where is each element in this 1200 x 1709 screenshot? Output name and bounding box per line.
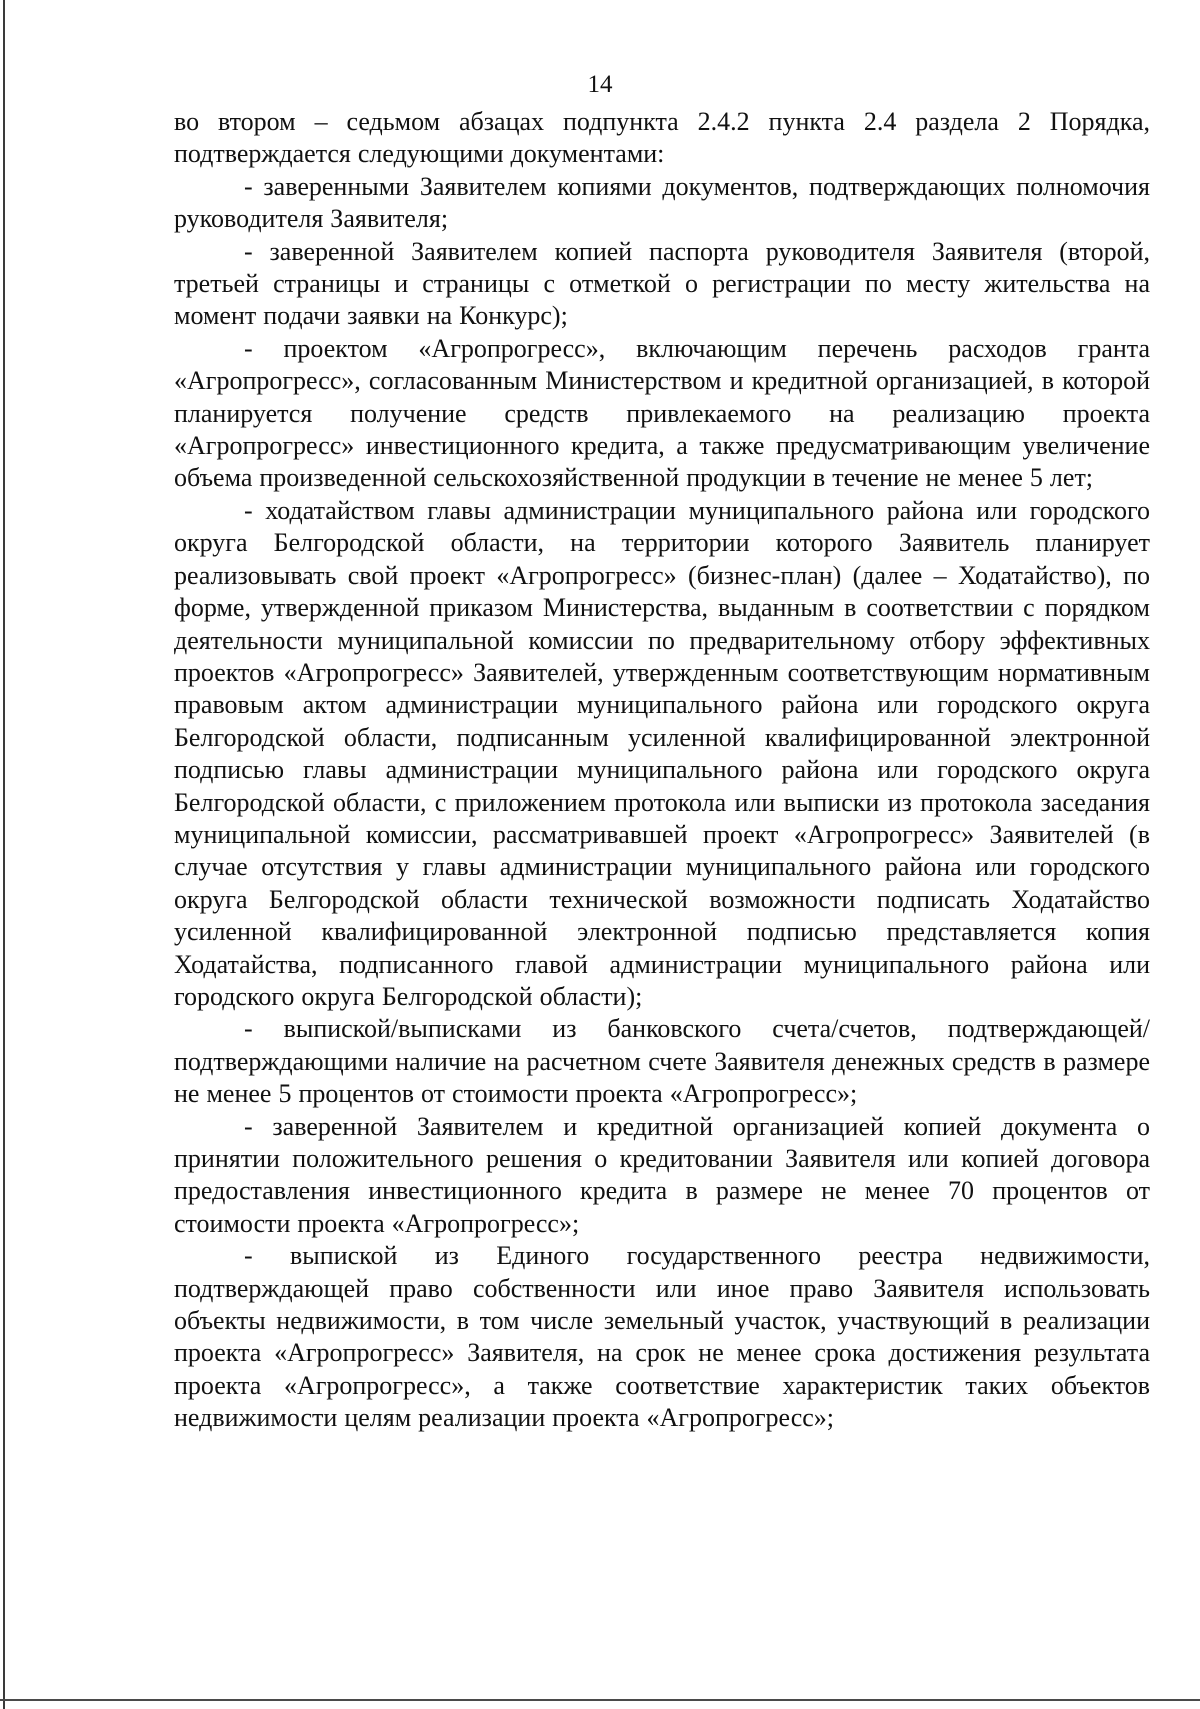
- scan-edge-left: [3, 0, 5, 1709]
- list-item: - заверенной Заявителем копией паспорта руководителя Заявителя (второй, третьей страницы и страницы с отметкой о регистрации по месту жительства на момент подачи заявки на Конкурс);: [174, 236, 1150, 331]
- page-number: 14: [587, 71, 613, 98]
- list-item: - заверенной Заявителем и кредитной организацией копией документа о принятии положительного решения о кредитовании Заявителя или копией договора предоставления инвестиционного кредита в размере не менее 70 процентов от стоимости проекта «Агропрогресс»;: [174, 1111, 1150, 1238]
- list-item: - выпиской/выписками из банковского счета/счетов, подтверждающей/подтверждающими наличие на расчетном счете Заявителя денежных средств в размере не менее 5 процентов от стоимости проекта «Агропрогресс»;: [174, 1014, 1150, 1109]
- list-item: - ходатайством главы администрации муниципального района или городского округа Белгородской области, на территории которого Заявитель планирует реализовывать свой проект «Агропрогресс» (бизнес-план) (далее – Ходатайство), по форме, утвержденной приказом Министерства, выданным в соответствии с порядком деятельности муниципальной комиссии по предварительному отбору эффективных проектов «Агропрогресс» Заявителей, утвержденным соответствующим нормативным правовым актом администрации муниципального района или городского округа Белгородской области, подписанным усиленной квалифицированной электронной подписью главы администрации муниципального района или городского округа Белгородской области, с приложением протокола или выписки из протокола заседания муниципальной комиссии, рассматривавшей проект «Агропрогресс» Заявителей (в случае отсутствия у главы администрации муниципального района или городского округа Белгородской области технической возможности подписать Ходатайство усиленной квалифицированной электронной подписью представляется копия Ходатайства, подписанного главой администрации муниципального района или городского округа Белгородской области);: [174, 495, 1150, 1011]
- document-body: [174, 106, 1150, 1435]
- list-item: - выпиской из Единого государственного реестра недвижимости, подтверждающей право собственности или иное право Заявителя использовать объекты недвижимости, в том числе земельный участок, участвующий в реализации проекта «Агропрогресс» Заявителя, на срок не менее срока достижения результата проекта «Агропрогресс», а также соответствие характеристик таких объектов недвижимости целям реализации проекта «Агропрогресс»;: [174, 1241, 1150, 1433]
- scan-edge-bottom: [0, 1699, 1200, 1701]
- list-item: - заверенными Заявителем копиями документов, подтверждающих полномочия руководителя Заявителя;: [174, 171, 1150, 234]
- paragraph: во втором – седьмом абзацах подпункта 2.4.2 пункта 2.4 раздела 2 Порядка, подтверждается следующими документами:: [174, 107, 1150, 169]
- list-item: - проектом «Агропрогресс», включающим перечень расходов гранта «Агропрогресс», согласованным Министерством и кредитной организацией, в которой планируется получение средств привлекаемого на реализацию проекта «Агропрогресс» инвестиционного кредита, а также предусматривающим увеличение объема произведенной сельскохозяйственной продукции в течение не менее 5 лет;: [174, 333, 1150, 493]
